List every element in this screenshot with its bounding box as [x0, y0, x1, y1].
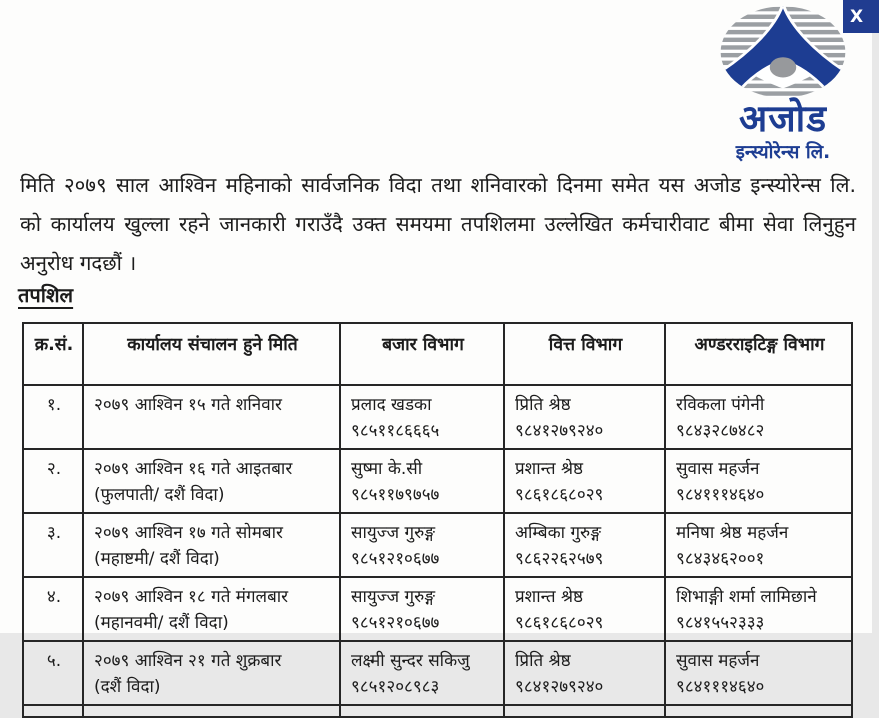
col-header-finance: वित्त विभाग: [504, 323, 665, 385]
intro-line: अनुरोध गदछौं ।: [20, 251, 137, 275]
holiday-note: (दशैं विदा): [94, 677, 161, 697]
empty-cell: [665, 705, 852, 717]
logo-name-sub: इन्स्योरेन्स लि.: [735, 141, 831, 163]
date-text: २०७९ आश्विन २१ गते शुक्रबार: [94, 651, 282, 671]
contact-name: प्रलाद खडका: [351, 395, 432, 415]
row-underwriting-contact: [665, 513, 852, 577]
row-market-contact: [340, 641, 504, 705]
row-sn: ५.: [23, 641, 83, 705]
empty-cell: [504, 705, 665, 717]
contact-phone: ९८४१५५२३३३: [676, 613, 765, 633]
row-sn: ३.: [23, 513, 83, 577]
date-text: २०७९ आश्विन १८ गते मंगलबार: [94, 587, 289, 607]
intro-paragraph: [20, 166, 856, 283]
close-icon[interactable]: X: [843, 0, 879, 33]
holiday-note: (महानवमी/ दशैं विदा): [94, 613, 229, 633]
row-market-contact: [340, 577, 504, 641]
contact-name: सुवास महर्जन: [676, 459, 760, 479]
row-underwriting-contact: [665, 449, 852, 513]
contact-phone: ९८५१२०८९८३: [351, 677, 440, 697]
row-market-contact: [340, 385, 504, 449]
contact-name: सायुज्ज गुरुङ्ग: [351, 523, 435, 543]
row-underwriting-contact: [665, 641, 852, 705]
holiday-note: (महाष्टमी/ दशैं विदा): [94, 549, 220, 569]
contact-phone: ९८४१११४६४०: [676, 485, 765, 505]
contact-name: मनिषा श्रेष्ठ महर्जन: [676, 523, 789, 543]
row-date: [83, 577, 340, 641]
contact-name: प्रिति श्रेष्ठ: [515, 651, 571, 671]
row-finance-contact: [504, 513, 665, 577]
contact-phone: ९८५११७९७५७: [351, 485, 440, 505]
row-sn: १.: [23, 385, 83, 449]
contact-phone: ९८६१८६८०२९: [515, 613, 604, 633]
col-header-date: कार्यालय संचालन हुने मिति: [83, 323, 340, 385]
contact-phone: ९८४१२७९२४०: [515, 677, 604, 697]
row-finance-contact: [504, 385, 665, 449]
col-header-sn: क्र.सं.: [23, 323, 83, 385]
table-row: [23, 641, 852, 705]
contact-phone: ९८४३४६२००१: [676, 549, 765, 569]
row-finance-contact: [504, 577, 665, 641]
row-underwriting-contact: [665, 385, 852, 449]
contact-phone: ९८५१२१०६७७: [351, 613, 440, 633]
contact-name: सुवास महर्जन: [676, 651, 760, 671]
ajod-insurance-logo: [704, 4, 862, 164]
table-row: [23, 513, 852, 577]
table-row: [23, 577, 852, 641]
contact-name: लक्ष्मी सुन्दर सकिजु: [351, 651, 470, 671]
contact-name: अम्बिका गुरुङ्ग: [515, 523, 601, 543]
row-sn: २.: [23, 449, 83, 513]
empty-cell: [340, 705, 504, 717]
holiday-note: (फुलपाती/ दशैं विदा): [94, 485, 225, 505]
contact-name: रविकला पंगेनी: [676, 395, 765, 415]
row-finance-contact: [504, 449, 665, 513]
empty-cell: [23, 705, 83, 717]
contact-phone: ९८४१२७९२४०: [515, 421, 604, 441]
contact-phone: ९८४१११४६४०: [676, 677, 765, 697]
contact-name: प्रशान्त श्रेष्ठ: [515, 587, 584, 607]
intro-line: मिति २०७९ साल आश्विन महिनाको सार्वजनिक विदा तथा शनिवारको दिनमा समेत यस अजोड इन्स्योरेन्स लि.: [20, 173, 856, 197]
col-header-market: बजार विभाग: [340, 323, 504, 385]
table-row: [23, 385, 852, 449]
col-header-underwriting: अण्डरराइटिङ्ग विभाग: [665, 323, 852, 385]
contact-phone: ९८६२२६२५७९: [515, 549, 604, 569]
duty-schedule-table: [22, 322, 853, 718]
details-heading: तपशिल: [18, 283, 74, 307]
contact-name: प्रिति श्रेष्ठ: [515, 395, 571, 415]
row-finance-contact: [504, 641, 665, 705]
intro-line: को कार्यालय खुल्ला रहने जानकारी गराउँदै उक्त समयमा तपशिलमा उल्लेखित कर्मचारीवाट बीमा सेवा लिनुहुन: [20, 212, 856, 236]
contact-name: शिभाङ्गी शर्मा लामिछाने: [676, 587, 817, 607]
date-text: २०७९ आश्विन १६ गते आइतबार: [94, 459, 293, 479]
contact-name: सायुज्ज गुरुङ्ग: [351, 587, 435, 607]
logo-name-main: अजोड: [738, 97, 828, 140]
row-market-contact: [340, 513, 504, 577]
date-text: २०७९ आश्विन १७ गते सोमबार: [94, 523, 283, 543]
contact-phone: ९८४३२८७४८२: [676, 421, 765, 441]
row-date: [83, 513, 340, 577]
contact-name: प्रशान्त श्रेष्ठ: [515, 459, 584, 479]
ajod-logo-emblem: [720, 4, 846, 100]
table-header-row: [23, 323, 852, 385]
date-text: २०७९ आश्विन १५ गते शनिवार: [94, 395, 283, 415]
row-sn: ४.: [23, 577, 83, 641]
row-underwriting-contact: [665, 577, 852, 641]
row-date: [83, 641, 340, 705]
contact-phone: ९८६१८६८०२९: [515, 485, 604, 505]
empty-cell: [83, 705, 340, 717]
table-row-clipped: [23, 705, 852, 717]
row-date: [83, 385, 340, 449]
contact-name: सुष्मा के.सी: [351, 459, 423, 479]
row-date: [83, 449, 340, 513]
contact-phone: ९८५१२१०६७७: [351, 549, 440, 569]
contact-phone: ९८५११८६६६५: [351, 421, 440, 441]
row-market-contact: [340, 449, 504, 513]
table-row: [23, 449, 852, 513]
